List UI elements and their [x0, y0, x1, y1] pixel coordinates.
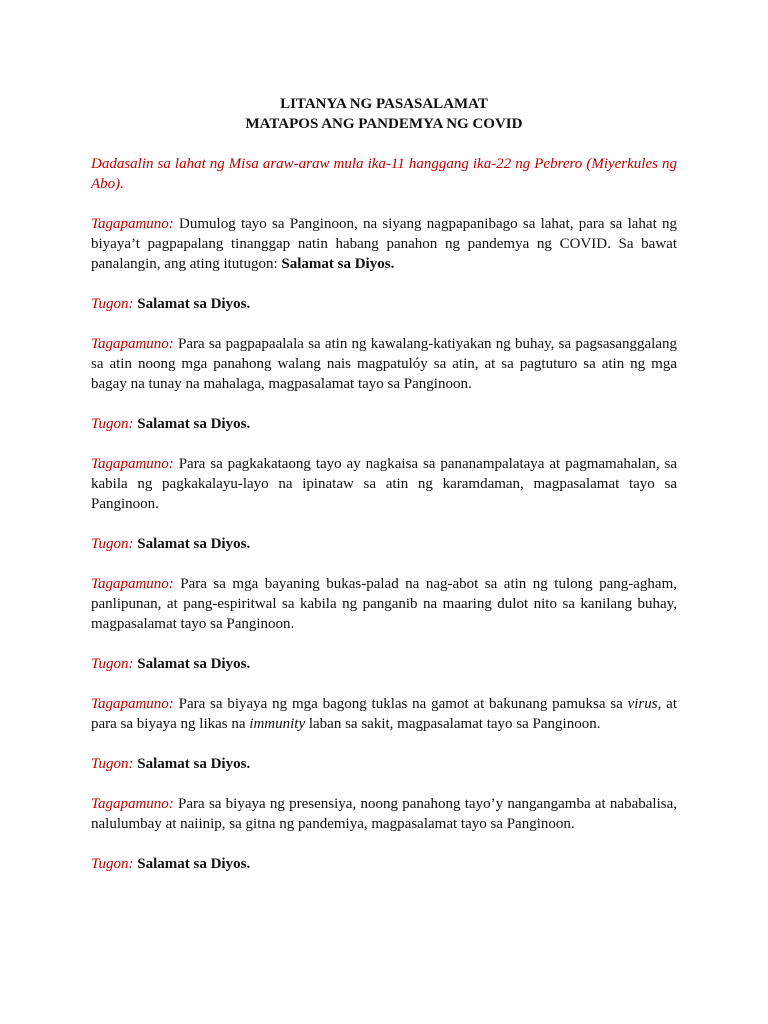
response-label: Tugon:	[91, 656, 134, 672]
petition-paragraph	[91, 454, 677, 514]
petition-text-part: Para sa biyaya ng mga bagong tuklas na gamot at bakunang pamuksa sa	[173, 696, 628, 712]
leader-label: Tagapamuno:	[91, 696, 174, 712]
petition-italic-term: immunity	[249, 716, 306, 732]
response-label: Tugon:	[91, 296, 134, 312]
petition-italic-term: virus	[627, 696, 658, 712]
petition-paragraph	[91, 794, 677, 834]
petition-paragraph	[91, 574, 677, 634]
leader-label: Tagapamuno:	[91, 216, 174, 232]
petition-text-part: , at para sa biyaya ng likas na	[91, 696, 677, 732]
leader-label: Tagapamuno:	[91, 796, 174, 812]
response-label: Tugon:	[91, 856, 134, 872]
title-line-2: MATAPOS ANG PANDEMYA NG COVID	[245, 116, 523, 132]
response-line	[91, 294, 677, 314]
response-line	[91, 534, 677, 554]
leader-label: Tagapamuno:	[91, 456, 174, 472]
petition-paragraph	[91, 334, 677, 394]
petition-text-part: laban sa sakit, magpasalamat tayo sa Panginoon.	[305, 716, 601, 732]
petition-text: Para sa pagkakataong tayo ay nagkaisa sa pananampalataya at pagmamahalan, sa kabila ng pagkakalayu-layo na ipinataw sa atin ng karamdaman, magpasalamat tayo sa Panginoon.	[91, 456, 677, 512]
response-label: Tugon:	[91, 536, 134, 552]
response-line	[91, 414, 677, 434]
response-text: Salamat sa Diyos.	[137, 856, 251, 872]
response-text: Salamat sa Diyos.	[137, 536, 251, 552]
petition-text: Para sa pagpapaalala sa atin ng kawalang-katiyakan ng buhay, sa pagsasanggalang sa atin noong mga panahong walang nais magpatulóy sa atin, at sa pagtuturo sa atin ng mga bagay na tunay na mahalaga, magpasalamat tayo sa Panginoon.	[91, 336, 677, 392]
response-text: Salamat sa Diyos.	[137, 416, 251, 432]
instruction-text: Dadasalin sa lahat ng Misa araw-araw mula ika-11 hanggang ika-22 ng Pebrero (Miyerkules ng Abo).	[91, 156, 677, 192]
response-line	[91, 654, 677, 674]
document-body	[91, 94, 677, 874]
leader-label: Tagapamuno:	[91, 576, 174, 592]
leader-label: Tagapamuno:	[91, 336, 174, 352]
intro-text: Dumulog tayo sa Panginoon, na siyang nagpapanibago sa lahat, para sa lahat ng biyaya’t pagpapalang tinanggap natin habang panahon ng pandemya ng COVID. Sa bawat panalangin, ang ating itutugon:	[91, 216, 677, 272]
intro-response: Salamat sa Diyos.	[281, 256, 395, 272]
petition-text: Para sa biyaya ng presensiya, noong panahong tayo’y nangangamba at nababalisa, nalulumbay at naiinip, sa gitna ng pandemiya, magpasalamat tayo sa Panginoon.	[91, 796, 677, 832]
response-label: Tugon:	[91, 416, 134, 432]
intro-paragraph	[91, 214, 677, 274]
petition-paragraph	[91, 694, 677, 734]
petition-text: Para sa mga bayaning bukas-palad na nag-abot sa atin ng tulong pang-agham, panlipunan, at pang-espiritwal sa kabila ng panganib na maaring dulot nito sa kanilang buhay, magpasalamat tayo sa Panginoon.	[91, 576, 677, 632]
title-line-1: LITANYA NG PASASALAMAT	[280, 96, 488, 112]
response-line	[91, 754, 677, 774]
response-text: Salamat sa Diyos.	[137, 296, 251, 312]
response-text: Salamat sa Diyos.	[137, 756, 251, 772]
response-line	[91, 854, 677, 874]
response-text: Salamat sa Diyos.	[137, 656, 251, 672]
response-label: Tugon:	[91, 756, 134, 772]
